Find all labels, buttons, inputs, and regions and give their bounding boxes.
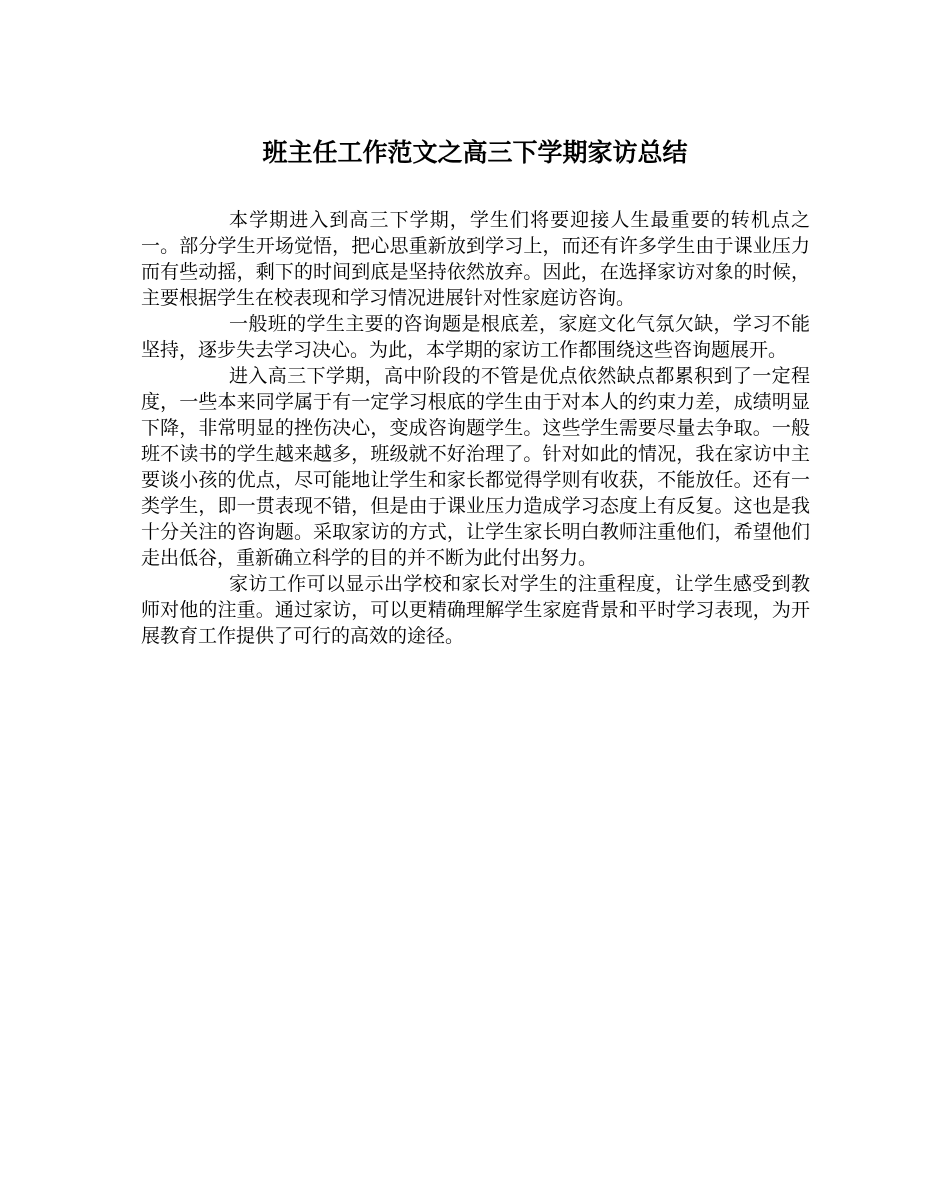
paragraph-2: 一般班的学生主要的咨询题是根底差，家庭文化气氛欠缺，学习不能坚持，逐步失去学习决心。为此，本学期的家访工作都围绕这些咨询题展开。 — [141, 313, 810, 361]
paragraph-4: 家访工作可以显示出学校和家长对学生的注重程度，让学生感受到教师对他的注重。通过家访，可以更精确理解学生家庭背景和平时学习表现，为开展教育工作提供了可行的高效的途径。 — [141, 573, 810, 647]
document-body — [141, 207, 810, 649]
paragraph-3: 进入高三下学期，高中阶段的不管是优点依然缺点都累积到了一定程度，一些本来同学属于有一定学习根底的学生由于对本人的约束力差，成绩明显下降，非常明显的挫伤决心，变成咨询题学生。这些学生需要尽量去争取。一般班不读书的学生越来越多，班级就不好治理了。针对如此的情况，我在家访中主要谈小孩的优点，尽可能地让学生和家长都觉得学则有收获，不能放任。还有一类学生，即一贯表现不错，但是由于课业压力造成学习态度上有反复。这也是我十分关注的咨询题。采取家访的方式，让学生家长明白教师注重他们，希望他们走出低谷，重新确立科学的目的并不断为此付出努力。 — [141, 365, 810, 569]
paragraph-1: 本学期进入到高三下学期，学生们将要迎接人生最重要的转机点之一。部分学生开场觉悟，把心思重新放到学习上，而还有许多学生由于课业压力而有些动摇，剩下的时间到底是坚持依然放弃。因此，在选择家访对象的时候，主要根据学生在校表现和学习情况进展针对性家庭访咨询。 — [141, 209, 810, 309]
document-title: 班主任工作范文之高三下学期家访总结 — [262, 138, 688, 167]
